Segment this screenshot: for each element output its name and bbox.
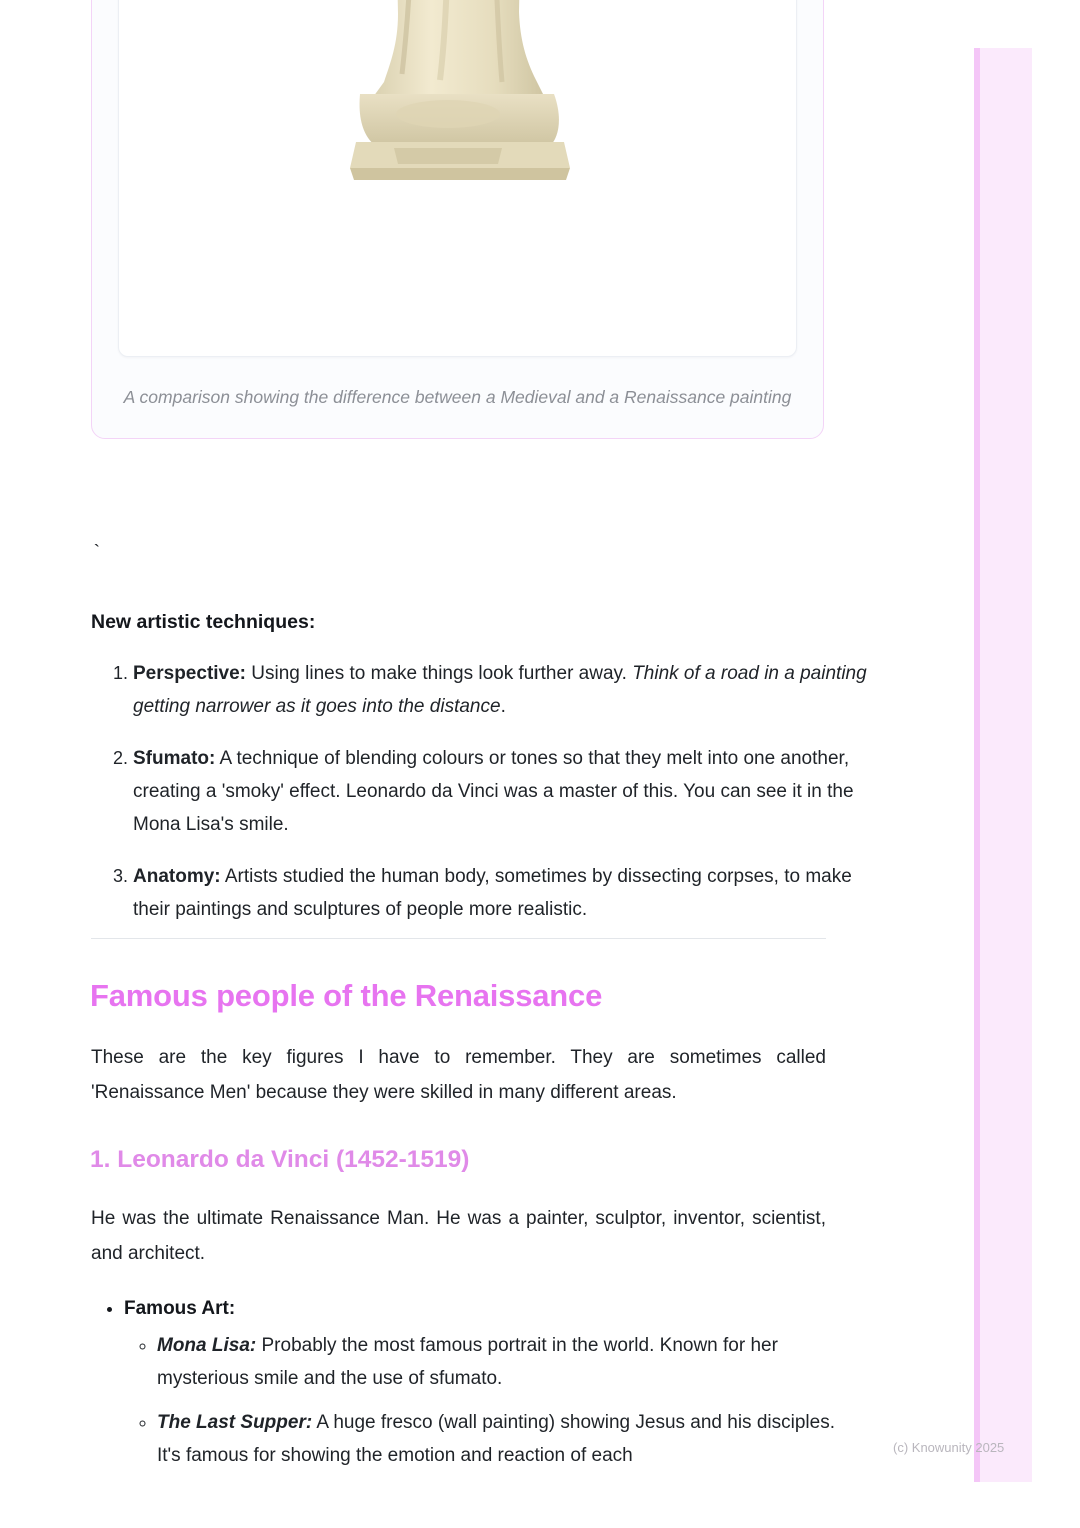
artwork-description: A huge fresco (wall painting) showing Jesus and his disciples. It's famous for showing the emotion and reaction of each	[157, 1412, 835, 1466]
list-item	[124, 1292, 859, 1472]
page-edge-accent-line	[974, 48, 980, 1482]
artwork-title: Mona Lisa:	[157, 1335, 257, 1356]
stray-backtick: `	[91, 542, 103, 564]
subsection-intro-paragraph: He was the ultimate Renaissance Man. He was a painter, sculptor, inventor, scientist, and architect.	[91, 1208, 826, 1264]
technique-text: Artists studied the human body, sometimes by dissecting corpses, to make their paintings and sculptures of people more realistic.	[133, 866, 852, 920]
artwork-title: The Last Supper:	[157, 1412, 313, 1433]
technique-emphasis: Think of a road in a painting getting narrower as it goes into the distance	[133, 663, 867, 717]
figure-caption: A comparison showing the difference between a Medieval and a Renaissance painting	[123, 387, 792, 407]
techniques-heading: New artistic techniques:	[91, 611, 316, 633]
list-item	[157, 1406, 859, 1472]
famous-art-sublist	[124, 1329, 859, 1472]
list-item	[133, 860, 868, 926]
section-divider	[91, 938, 826, 939]
list-item	[133, 742, 868, 841]
technique-term: Anatomy:	[133, 866, 221, 887]
list-item	[133, 657, 868, 723]
technique-text: Using lines to make things look further away.	[246, 663, 633, 684]
techniques-list	[91, 657, 868, 945]
list-item	[157, 1329, 859, 1395]
figure-card	[91, 0, 824, 439]
technique-tail: .	[500, 696, 506, 717]
section-heading: Famous people of the Renaissance	[90, 978, 603, 1013]
technique-text: A technique of blending colours or tones so that they melt into one another, creating a 'smoky' effect. Leonardo da Vinci was a master of this. You can see it in the Mona Lisa's smile.	[133, 748, 854, 835]
statue-illustration	[298, 0, 618, 194]
famous-art-list	[91, 1292, 859, 1483]
artwork-description: Probably the most famous portrait in the world. Known for her mysterious smile and the use of sfumato.	[157, 1335, 778, 1389]
figure-image-frame	[118, 0, 797, 357]
section-intro-paragraph: These are the key figures I have to remember. They are sometimes called 'Renaissance Men' because they were skilled in many different areas.	[91, 1047, 826, 1103]
famous-art-label: Famous Art:	[124, 1298, 236, 1319]
technique-term: Perspective:	[133, 663, 247, 684]
subsection-heading: 1. Leonardo da Vinci (1452-1519)	[90, 1146, 470, 1173]
technique-term: Sfumato:	[133, 748, 216, 769]
watermark: (c) Knowunity 2025	[893, 1440, 1005, 1455]
page-edge-strip	[974, 48, 1032, 1482]
